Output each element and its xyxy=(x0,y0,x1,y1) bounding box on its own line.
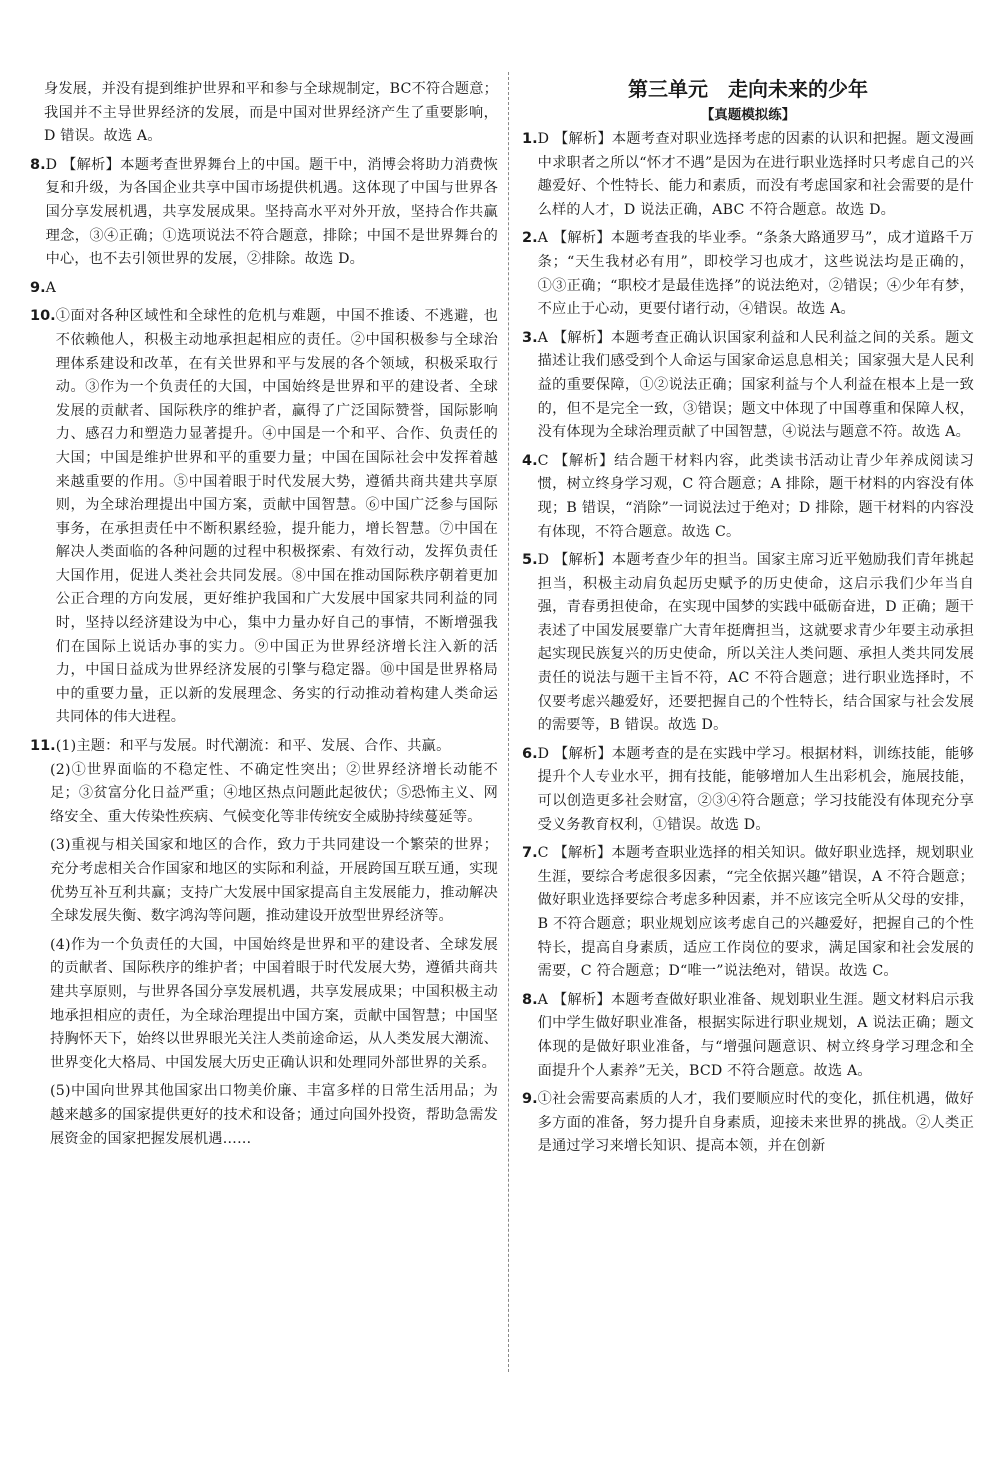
answer-item-11 xyxy=(30,735,498,759)
answer-text: ①社会需要高素质的人才，我们要顺应时代的变化，抓住机遇，做好多方面的准备，努力提升自身素质，迎接未来世界的挑战。②人类正是通过学习来增长知识、提高本领，并在创新 xyxy=(537,1091,974,1155)
answer-subpart-5: (5)中国向世界其他国家出口物美价廉、丰富多样的日常生活用品；为越来越多的国家提供更好的技术和设备；通过向国外投资，帮助急需发展资金的国家把握发展机遇…… xyxy=(50,1083,498,1147)
answer-text: (1)主题：和平与发展。时代潮流：和平、发展、合作、共赢。 xyxy=(55,738,451,755)
answer-item-4 xyxy=(522,450,974,544)
item-number: 8. xyxy=(522,991,538,1008)
answer-text: A 【解析】本题考查正确认识国家利益和人民利益之间的关系。题文描述让我们感受到个人命运与国家命运息息相关；国家强大是人民利益的重要保障，①②说法正确；国家利益与个人利益在根本上是一致的，但不是完全一致，③错误；题文中体现了中国尊重和保障人权，没有体现为全球治理贡献了中国智慧，④说法与题意不符。故选 A。 xyxy=(537,329,974,441)
item-number: 1. xyxy=(522,131,538,147)
answer-text: C 【解析】结合题干材料内容，此类读书活动让青少年养成阅读习惯，树立终身学习观，C 符合题意；A 排除，题干材料的内容没有体现；B 错误，“消除”一词说法过于绝对；D 排除，题干材料的内容没有体现，不符合题意。故选 C。 xyxy=(537,452,974,540)
item-number: 3. xyxy=(522,329,538,346)
answer-item-8 xyxy=(30,154,498,272)
section-heading: 【真题模拟练】 xyxy=(700,107,796,123)
answer-item-3 xyxy=(522,327,974,445)
answer-item-9 xyxy=(30,277,498,301)
item-number: 10. xyxy=(30,308,56,325)
answer-text: A 【解析】本题考查我的毕业季。“条条大路通罗马”，成才道路千万条；“天生我材必有用”，即校学习也成才，这些说法均是正确的，①③正确；“职校才是最佳选择”的说法绝对，②错误；④少年有梦，不应止于心动，更要付诸行动，④错误。故选 A。 xyxy=(537,230,974,318)
right-column xyxy=(522,78,974,1164)
item-number: 5. xyxy=(522,552,538,569)
answer-subpart-3: (3)重视与相关国家和地区的合作，致力于共同建设一个繁荣的世界；充分考虑相关合作国家和地区的实际和利益，开展跨国互联互通，实现优势互补互利共赢；支持广大发展中国家提高自主发展能力，推动解决全球发展失衡、数字鸿沟等问题，推动建设开放型世界经济等。 xyxy=(50,837,498,925)
answer-item-8 xyxy=(522,989,974,1083)
item-number: 11. xyxy=(30,738,56,755)
item-number: 8. xyxy=(30,156,46,173)
answer-item-10 xyxy=(30,305,498,730)
column-divider xyxy=(508,72,509,1372)
item-number: 6. xyxy=(522,745,538,762)
unit-title: 第三单元 走向未来的少年 xyxy=(628,77,868,101)
answer-item-2 xyxy=(522,227,974,321)
answer-item-7 xyxy=(522,842,974,984)
left-column xyxy=(30,78,498,1156)
item-number: 9. xyxy=(522,1091,538,1108)
answer-item-5 xyxy=(522,549,974,738)
answer-text: A xyxy=(45,279,57,296)
answer-item-1 xyxy=(522,128,974,222)
item-number: 2. xyxy=(522,230,538,247)
answer-text: D 【解析】本题考查少年的担当。国家主席习近平勉励我们青年挑起担当，积极主动肩负起历史赋予的历史使命，这启示我们少年当自强，青春勇担使命，在实现中国梦的实践中砥砺奋进，D 正确；题干表述了中国发展要靠广大青年挺膺担当，这就要求青少年要主动承担起实现民族复兴的历史使命，所以关注人类问题、承担人类共同发展责任的说法与题干主旨不符，AC 不符合题意；进行职业选择时，不仅要考虑兴趣爱好，还要把握自己的个性特长，结合国家与社会发展的需要等，B 错误。故选 D。 xyxy=(537,552,974,734)
item-number: 9. xyxy=(30,279,46,296)
answer-text: D 【解析】本题考查对职业选择考虑的因素的认识和把握。题文漫画中求职者之所以“怀才不遇”是因为在进行职业选择时只考虑自己的兴趣爱好、个性特长、能力和素质，而没有考虑国家和社会需要的是什么样的人才，D 说法正确，ABC 不符合题意。故选 D。 xyxy=(537,131,974,218)
answer-subpart-4: (4)作为一个负责任的大国，中国始终是世界和平的建设者、全球发展的贡献者、国际秩序的维护者；中国着眼于时代发展大势，遵循共商共建共享原则，与世界各国分享发展机遇，共享发展成果；中国积极主动地承担相应的责任，为全球治理提出中国方案，贡献中国智慧；中国坚持胸怀天下，始终以世界眼光关注人类前途命运，从人类发展大潮流、世界变化大格局、中国发展大历史正确认识和处理同外部世界的关系。 xyxy=(50,936,498,1071)
answer-subpart-2: (2)①世界面临的不稳定性、不确定性突出；②世界经济增长动能不足；③贫富分化日益严重；④地区热点问题此起彼伏；⑤恐怖主义、网络安全、重大传染性疾病、气候变化等非传统安全威胁持续蔓延等。 xyxy=(50,761,498,825)
continued-answer: 身发展，并没有提到维护世界和平和参与全球规制定，BC不符合题意；我国并不主导世界经济的发展，而是中国对世界经济产生了重要影响，D 错误。故选 A。 xyxy=(44,81,498,145)
answer-text: D 【解析】本题考查的是在实践中学习。根据材料，训练技能，能够提升个人专业水平，拥有技能，能够增加人生出彩机会，施展技能，可以创造更多社会财富，②③④符合题意；学习技能没有体现充分享受义务教育权利，①错误。故选 D。 xyxy=(537,745,974,833)
answer-text: C 【解析】本题考查职业选择的相关知识。做好职业选择，规划职业生涯，要综合考虑很多因素，“完全依据兴趣”错误，A 不符合题意；做好职业选择要综合考虑多种因素，并不应该完全听从父母的安排，B 不符合题意；职业规划应该考虑自己的兴趣爱好，把握自己的个性特长，提高自身素质，适应工作岗位的要求，满足国家和社会发展的需要，C 符合题意；D“唯一”说法绝对，错误。故选 C。 xyxy=(537,845,974,980)
answer-item-9 xyxy=(522,1088,974,1159)
answer-text: A 【解析】本题考查做好职业准备、规划职业生涯。题文材料启示我们中学生做好职业准备，根据实际进行职业规划，A 说法正确；题文体现的是做好职业准备，与“增强问题意识、树立终身学习理念和全面提升个人素养”无关，BCD 不符合题意。故选 A。 xyxy=(537,991,974,1079)
answer-text: ①面对各种区域性和全球性的危机与难题，中国不推诿、不逃避，也不依赖他人，积极主动地承担起相应的责任。②中国积极参与全球治理体系建设和改革，在有关世界和平与发展的各个领域，积极采取行动。③作为一个负责任的大国，中国始终是世界和平的建设者、全球发展的贡献者、国际秩序的维护者，赢得了广泛国际赞誉，国际影响力、感召力和塑造力显著提升。④中国是一个和平、合作、负责任的大国；中国是维护世界和平的重要力量；中国在国际社会中发挥着越来越重要的作用。⑤中国着眼于时代发展大势，遵循共商共建共享原则，为全球治理提出中国方案，贡献中国智慧。⑥中国广泛参与国际事务，在承担责任中不断积累经验，提升能力，增长智慧。⑦中国在解决人类面临的各种问题的过程中积极探索、有效行动，发挥负责任大国作用，促进人类社会共同发展。⑧中国在推动国际秩序朝着更加公正合理的方向发展，更好维护我国和广大发展中国家共同利益的同时，坚持以经济建设为中心，集中力量办好自己的事情，不断增强我们在国际上说话办事的实力。⑨中国正为世界经济增长注入新的活力，中国日益成为世界经济发展的引擎与稳定器。⑩中国是世界格局中的重要力量，正以新的发展理念、务实的行动推动着构建人类命运共同体的伟大进程。 xyxy=(55,308,498,726)
item-number: 4. xyxy=(522,452,538,469)
answer-text: D 【解析】本题考查世界舞台上的中国。题干中，消博会将助力消费恢复和升级，为各国企业共享中国市场提供机遇。这体现了中国与世界各国分享发展机遇，共享发展成果。坚持高水平对外开放，坚持合作共赢理念，③④正确；①选项说法不符合题意，排除；中国不是世界舞台的中心，也不去引领世界的发展，②排除。故选 D。 xyxy=(45,156,498,268)
answer-item-6 xyxy=(522,743,974,837)
item-number: 7. xyxy=(522,845,538,862)
